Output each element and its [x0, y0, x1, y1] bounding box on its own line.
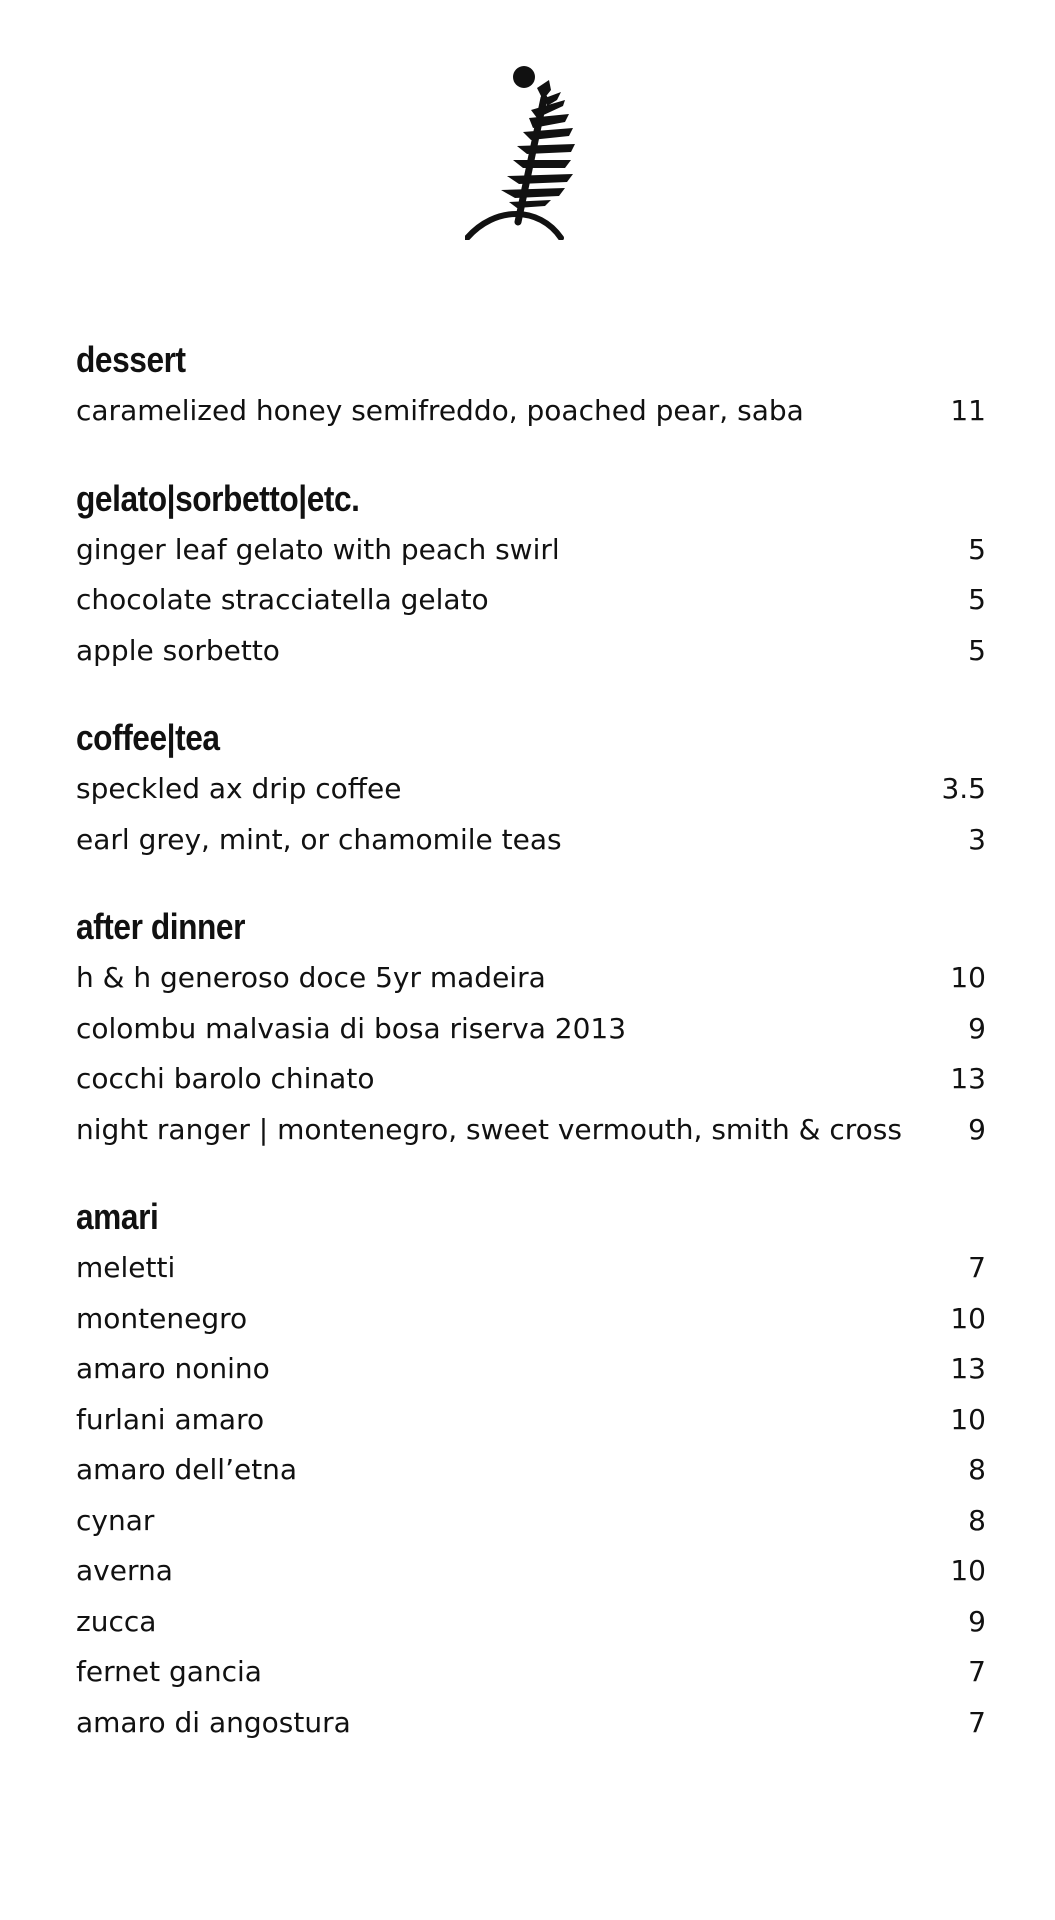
item-price: 8: [968, 1503, 986, 1537]
item-price: 10: [950, 961, 986, 994]
item-name: montenegro: [76, 1301, 248, 1335]
item-name: h & h generoso doce 5yr madeira: [76, 961, 546, 994]
item-price: 8: [968, 1453, 986, 1486]
item-name: zucca: [76, 1604, 157, 1638]
item-price: 10: [950, 1402, 986, 1436]
menu-item: [76, 525, 986, 576]
pine-tree-logo: [465, 60, 580, 240]
item-name: averna: [76, 1554, 173, 1587]
section-gelato-sorbetto: [76, 477, 986, 677]
menu-item: [76, 1243, 986, 1294]
section-title: amari: [76, 1196, 159, 1237]
item-price: 5: [968, 532, 986, 566]
item-price: 10: [950, 1554, 986, 1587]
menu-item: [76, 1395, 986, 1446]
item-price: 5: [968, 583, 986, 616]
item-name: amaro dell’etna: [76, 1453, 298, 1486]
item-price: 3: [968, 822, 986, 856]
menu-item: [76, 815, 986, 866]
item-price: 11: [950, 394, 986, 427]
item-price: 13: [950, 1062, 986, 1095]
item-price: 13: [950, 1352, 986, 1385]
item-name: cynar: [76, 1503, 155, 1537]
item-price: 9: [968, 1011, 986, 1045]
section-dessert: [76, 338, 986, 437]
item-name: earl grey, mint, or chamomile teas: [76, 822, 562, 856]
section-coffee-tea: [76, 716, 986, 865]
item-name: fernet gancia: [76, 1655, 262, 1688]
item-name: amaro nonino: [76, 1352, 270, 1385]
section-title: gelato|sorbetto|etc.: [76, 477, 360, 519]
item-price: 7: [968, 1705, 986, 1739]
section-after-dinner: [76, 905, 986, 1155]
section-amari: [76, 1195, 986, 1748]
item-price: 7: [968, 1655, 986, 1688]
item-price: 10: [950, 1301, 986, 1335]
section-title: after dinner: [76, 906, 246, 947]
menu-item: [76, 1445, 986, 1496]
item-name: ginger leaf gelato with peach swirl: [76, 532, 560, 566]
section-title: dessert: [76, 339, 186, 380]
menu-item: [76, 1294, 986, 1345]
menu-item: [76, 1597, 986, 1648]
item-name: speckled ax drip coffee: [76, 772, 402, 805]
item-name: colombu malvasia di bosa riserva 2013: [76, 1011, 627, 1045]
menu: [76, 338, 986, 1788]
menu-item: [76, 1546, 986, 1597]
menu-item: [76, 1054, 986, 1105]
menu-item: [76, 1647, 986, 1698]
item-name: furlani amaro: [76, 1402, 265, 1436]
menu-item: [76, 1496, 986, 1547]
item-name: apple sorbetto: [76, 633, 280, 667]
menu-item: [76, 1004, 986, 1055]
section-title: coffee|tea: [76, 717, 220, 758]
menu-item: [76, 386, 986, 437]
menu-item: [76, 626, 986, 677]
menu-item: [76, 1698, 986, 1749]
item-price: 9: [968, 1112, 986, 1146]
item-price: 5: [968, 633, 986, 667]
menu-item: [76, 575, 986, 626]
item-price: 3.5: [941, 772, 986, 805]
menu-item: [76, 1105, 986, 1156]
item-name: cocchi barolo chinato: [76, 1062, 375, 1095]
item-name: caramelized honey semifreddo, poached pear, saba: [76, 394, 804, 427]
item-price: 7: [968, 1251, 986, 1284]
item-name: night ranger | montenegro, sweet vermouth, smith & cross: [76, 1112, 902, 1146]
menu-item: [76, 953, 986, 1004]
item-name: amaro di angostura: [76, 1705, 351, 1739]
item-name: meletti: [76, 1251, 176, 1284]
item-price: 9: [968, 1604, 986, 1638]
item-name: chocolate stracciatella gelato: [76, 583, 489, 616]
menu-item: [76, 1344, 986, 1395]
menu-item: [76, 764, 986, 815]
